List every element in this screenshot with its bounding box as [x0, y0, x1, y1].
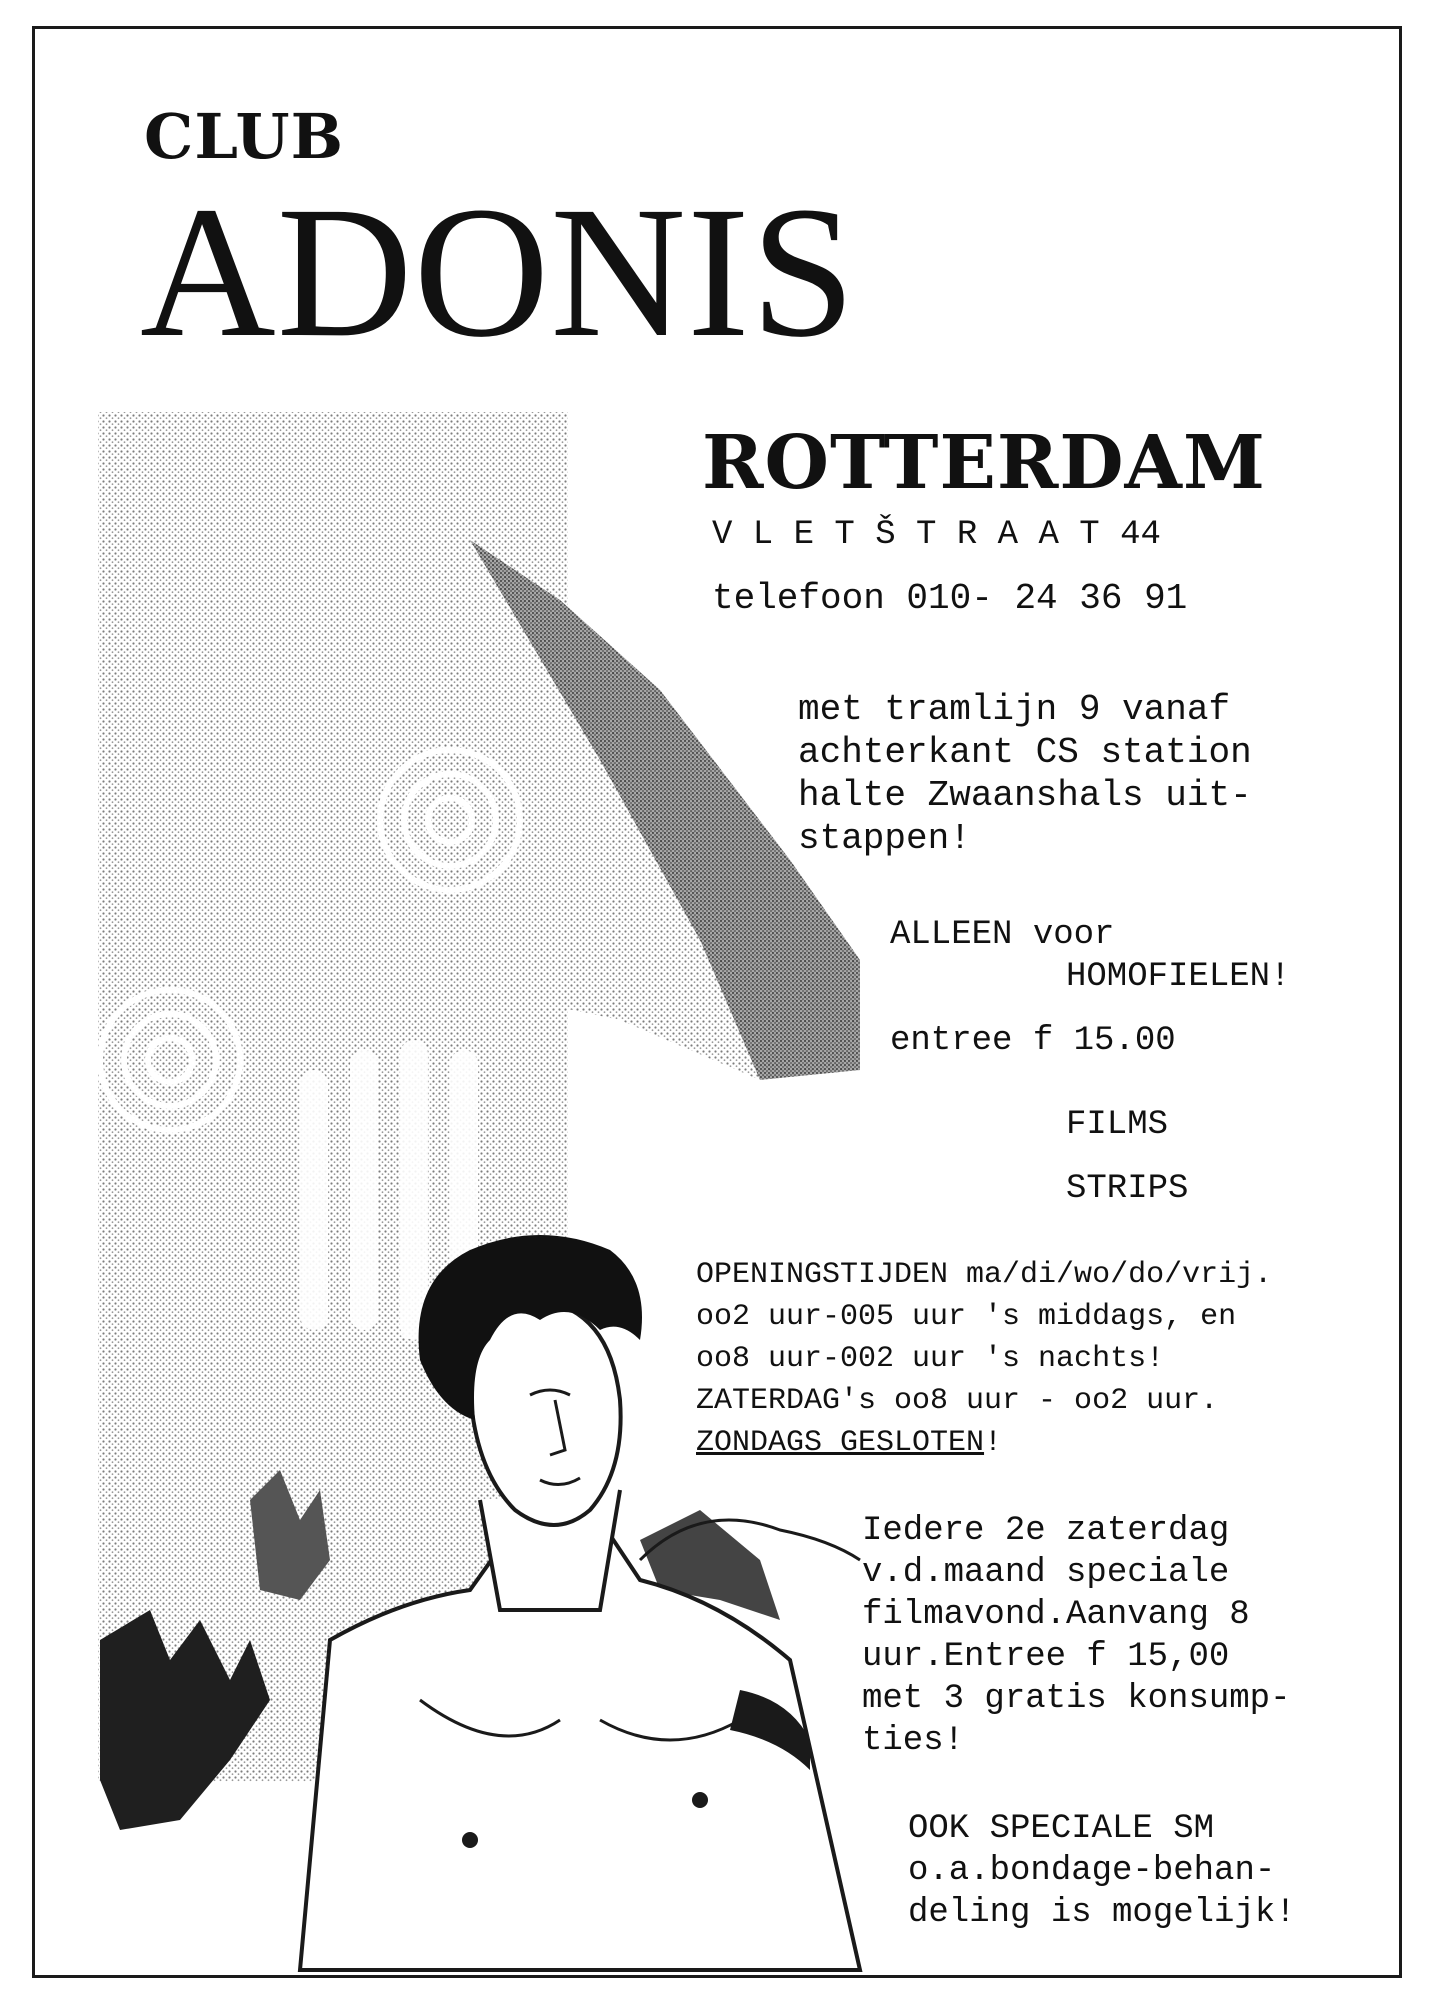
feature-strips: STRIPS [1066, 1170, 1189, 1208]
phone-number: telefoon 010- 24 36 91 [712, 578, 1188, 619]
sunday-closed: ZONDAGS GESLOTEN [696, 1426, 985, 1460]
hours-line: ZATERDAG's oo8 uur - oo2 uur. [696, 1384, 1219, 1418]
film-night-line: ties! [862, 1722, 965, 1760]
audience-line-1: ALLEEN voor [890, 916, 1115, 954]
sm-line: deling is mogelijk! [908, 1894, 1296, 1932]
opening-hours-block [696, 1254, 1272, 1464]
sunday-closed-line [696, 1422, 1272, 1464]
directions-line: achterkant CS station [798, 732, 1252, 773]
club-label: CLUB [144, 100, 345, 173]
hours-line: OPENINGSTIJDEN ma/di/wo/do/vrij. [696, 1258, 1273, 1292]
hours-line: oo8 uur-002 uur 's nachts! [696, 1342, 1165, 1376]
club-name: ADONIS [140, 167, 857, 376]
street-address: V L E T Š T R A A T 44 [712, 516, 1161, 554]
city-name: ROTTERDAM [702, 420, 1266, 506]
directions-line: met tramlijn 9 vanaf [798, 689, 1231, 730]
film-night-block [862, 1510, 1290, 1762]
sm-line: o.a.bondage-behan- [908, 1852, 1276, 1890]
directions-line: stappen! [798, 818, 971, 859]
hours-line: oo2 uur-005 uur 's middags, en [696, 1300, 1237, 1334]
entry-price: entree f 15.00 [890, 1022, 1176, 1060]
directions-line: halte Zwaanshals uit- [798, 775, 1252, 816]
directions-block [798, 688, 1252, 860]
film-night-line: uur.Entree f 15,00 [862, 1638, 1230, 1676]
film-night-line: Iedere 2e zaterdag [862, 1512, 1230, 1550]
feature-films: FILMS [1066, 1106, 1169, 1144]
audience-line-2: HOMOFIELEN! [1066, 958, 1291, 996]
sunday-closed-suffix: ! [984, 1426, 1003, 1460]
film-night-line: v.d.maand speciale [862, 1554, 1230, 1592]
sm-line: OOK SPECIALE SM [908, 1810, 1215, 1848]
sm-block [908, 1808, 1296, 1934]
film-night-line: filmavond.Aanvang 8 [862, 1596, 1250, 1634]
film-night-line: met 3 gratis konsump- [862, 1680, 1291, 1718]
